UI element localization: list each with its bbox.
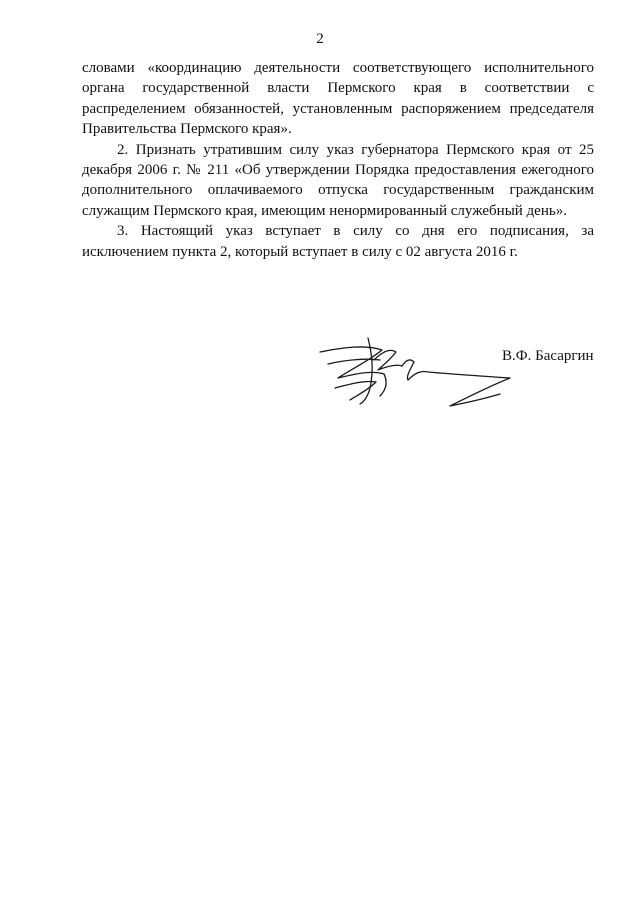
document-body: [82, 58, 594, 262]
signature-block: [310, 330, 600, 420]
signer-name: В.Ф. Басаргин: [502, 348, 594, 364]
paragraph-item-3: 3. Настоящий указ вступает в силу со дня его подписания, за исключением пункта 2, который вступает в силу с 02 августа 2016 г.: [82, 223, 594, 260]
page-number: 2: [316, 31, 324, 47]
handwritten-signature: [310, 330, 520, 420]
paragraph-continuation: словами «координацию деятельности соответствующего исполнительного органа государственной власти Пермского края в соответствии с распределением обязанностей, установленным распоряжением председателя Правительства Пермского края».: [82, 60, 594, 138]
paragraph-item-2: 2. Признать утратившим силу указ губернатора Пермского края от 25 декабря 2006 г. № 211 «Об утверждении Порядка предоставления ежегодного дополнительного оплачиваемого отпуска государственным гражданским служащим Пермского края, имеющим ненормированный служебный день».: [82, 141, 594, 219]
